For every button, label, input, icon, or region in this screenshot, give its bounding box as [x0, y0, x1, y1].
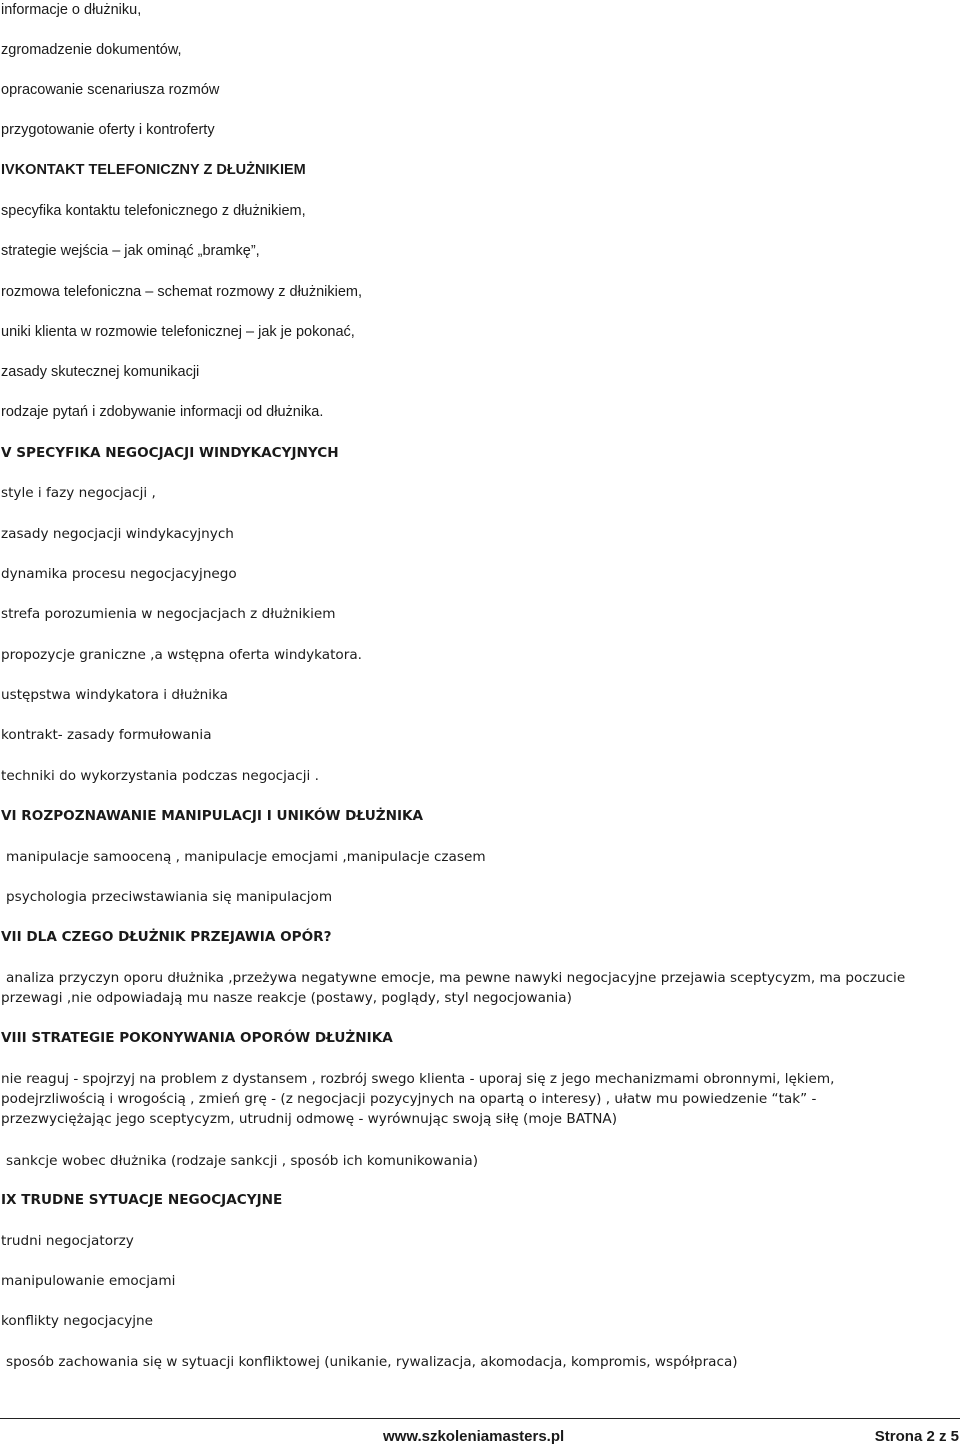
list-item: style i fazy negocjacji ,: [1, 485, 156, 501]
list-item: zasady skutecznej komunikacji: [1, 364, 200, 380]
paragraph-line: przewagi ,nie odpowiadają mu nasze reakcje (postawy, poglądy, styl negocjowania): [1, 990, 572, 1006]
list-item: manipulowanie emocjami: [1, 1273, 176, 1289]
section-heading: IVKONTAKT TELEFONICZNY Z DŁUŻNIKIEM: [1, 162, 306, 178]
list-item: propozycje graniczne ,a wstępna oferta windykatora.: [1, 647, 362, 663]
list-item: strategie wejścia – jak ominąć „bramkę”,: [1, 243, 260, 259]
list-item: strefa porozumienia w negocjacjach z dłużnikiem: [1, 606, 336, 622]
list-item: zasady negocjacji windykacyjnych: [1, 526, 234, 542]
paragraph-line: nie reaguj - spojrzyj na problem z dystansem , rozbrój swego klienta - uporaj się z jego mechanizmami obronnymi, lękiem,: [1, 1071, 835, 1087]
list-item: opracowanie scenariusza rozmów: [1, 82, 220, 98]
list-item: kontrakt- zasady formułowania: [1, 727, 212, 743]
list-item: techniki do wykorzystania podczas negocjacji .: [1, 768, 319, 784]
list-item: trudni negocjatorzy: [1, 1233, 134, 1249]
list-item: rozmowa telefoniczna – schemat rozmowy z dłużnikiem,: [1, 284, 363, 300]
section-heading: IX TRUDNE SYTUACJE NEGOCJACYJNE: [1, 1192, 283, 1208]
list-item: dynamika procesu negocjacyjnego: [1, 566, 237, 582]
list-item: przygotowanie oferty i kontroferty: [1, 122, 215, 138]
list-item: informacje o dłużniku,: [1, 2, 142, 18]
list-item: zgromadzenie dokumentów,: [1, 42, 182, 58]
paragraph-line: podejrzliwością i wrogością , zmień grę - (z negocjacji pozycyjnych na opartą o interesy) , ułatw mu powiedzenie “tak” -: [1, 1091, 817, 1107]
section-heading: VIII STRATEGIE POKONYWANIA OPORÓW DŁUŻNIKA: [1, 1030, 393, 1046]
paragraph-line: przezwyciężając jego sceptycyzm, utrudnij odmowę - wyrównując swoją siłę (moje BATNA): [1, 1111, 618, 1127]
section-heading: VI ROZPOZNAWANIE MANIPULACJI I UNIKÓW DŁUŻNIKA: [1, 808, 424, 824]
footer-divider: [0, 1418, 960, 1419]
list-item: sposób zachowania się w sytuacji konfliktowej (unikanie, rywalizacja, akomodacja, kompromis, współpraca): [6, 1354, 738, 1370]
list-item: uniki klienta w rozmowie telefonicznej – jak je pokonać,: [1, 324, 355, 340]
section-heading: VII DLA CZEGO DŁUŻNIK PRZEJAWIA OPÓR?: [1, 929, 332, 945]
list-item: rodzaje pytań i zdobywanie informacji od dłużnika.: [1, 404, 324, 420]
list-item: konflikty negocjacyjne: [1, 1313, 154, 1329]
list-item: sankcje wobec dłużnika (rodzaje sankcji , sposób ich komunikowania): [6, 1153, 479, 1169]
list-item: specyfika kontaktu telefonicznego z dłużnikiem,: [1, 203, 306, 219]
list-item: ustępstwa windykatora i dłużnika: [1, 687, 228, 703]
paragraph-line: analiza przyczyn oporu dłużnika ,przeżywa negatywne emocje, ma pewne nawyki negocjacyjne przejawia sceptycyzm, ma poczucie: [6, 970, 906, 986]
list-item: psychologia przeciwstawiania się manipulacjom: [6, 889, 333, 905]
page-number: Strona 2 z 5: [874, 1428, 959, 1445]
footer-url-link[interactable]: www.szkoleniamasters.pl: [383, 1428, 565, 1445]
section-heading: V SPECYFIKA NEGOCJACJI WINDYKACYJNYCH: [1, 445, 339, 461]
list-item: manipulacje samooceną , manipulacje emocjami ,manipulacje czasem: [6, 849, 486, 865]
